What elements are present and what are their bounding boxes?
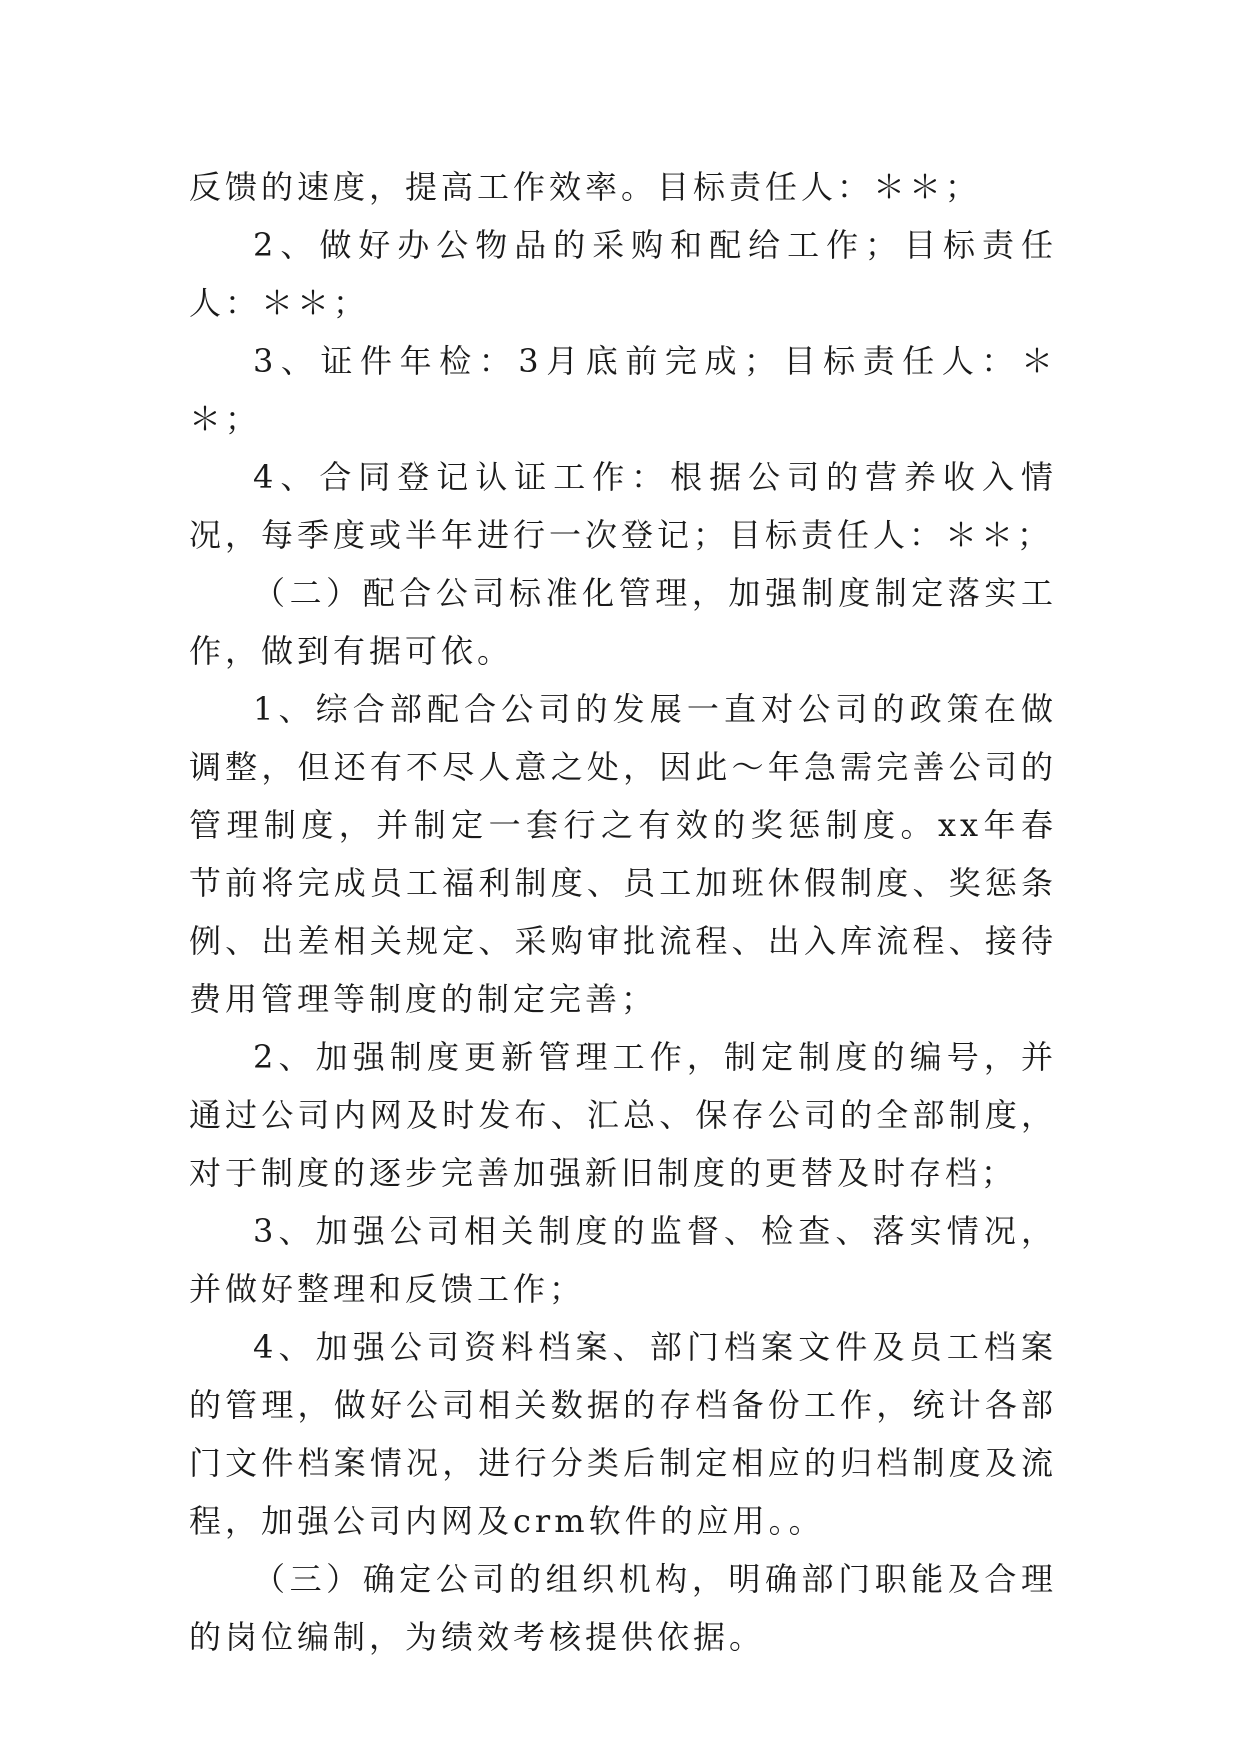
paragraph-item-1-policy: 1、综合部配合公司的发展一直对公司的政策在做调整，但还有不尽人意之处，因此～年急需完善公司的管理制度，并制定一套行之有效的奖惩制度。xx年春节前将完成员工福利制度、员工加班休假制度、奖惩条例、出差相关规定、采购审批流程、出入库流程、接待费用管理等制度的制定完善； [189,690,1057,1018]
section-heading-3: （三）确定公司的组织机构，明确部门职能及合理的岗位编制，为绩效考核提供依据。 [189,1560,1057,1656]
paragraph-continuation: 反馈的速度，提高工作效率。目标责任人：＊＊； [189,168,982,206]
paragraph-item-2-procurement: 2、做好办公物品的采购和配给工作；目标责任人：＊＊； [189,226,1057,322]
paragraph-item-4-contract: 4、合同登记认证工作：根据公司的营养收入情况，每季度或半年进行一次登记；目标责任人：＊＊； [189,458,1057,554]
section-heading-2: （二）配合公司标准化管理，加强制度制定落实工作，做到有据可依。 [189,574,1057,670]
paragraph-item-2-update: 2、加强制度更新管理工作，制定制度的编号，并通过公司内网及时发布、汇总、保存公司的全部制度，对于制度的逐步完善加强新旧制度的更替及时存档； [189,1038,1057,1192]
paragraph-item-4-archive: 4、加强公司资料档案、部门档案文件及员工档案的管理，做好公司相关数据的存档备份工作，统计各部门文件档案情况，进行分类后制定相应的归档制度及流程，加强公司内网及crm软件的应用。。 [189,1328,1057,1540]
paragraph-item-3-supervision: 3、加强公司相关制度的监督、检查、落实情况，并做好整理和反馈工作； [189,1212,1057,1308]
document-body [189,158,1057,1666]
paragraph-item-3-certificate: 3、证件年检：3月底前完成；目标责任人：＊＊； [189,342,1057,438]
